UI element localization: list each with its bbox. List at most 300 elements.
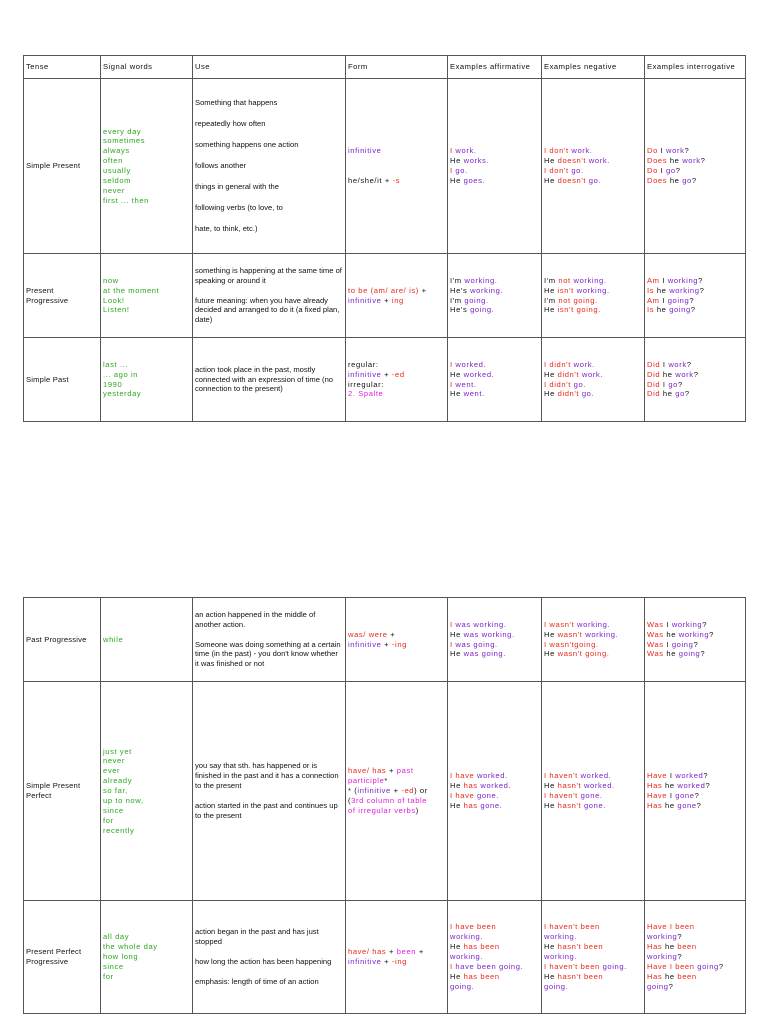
text-segment: He	[544, 971, 558, 981]
text-segment: I	[669, 791, 676, 800]
text-segment: irregular:	[348, 379, 384, 389]
text-segment: I	[669, 771, 676, 781]
text-segment: ?	[675, 166, 681, 175]
form-line	[348, 786, 445, 796]
text-segment: going.	[450, 981, 475, 991]
tenses-table-1	[23, 55, 746, 422]
text-segment: Do	[647, 166, 661, 175]
text-segment: I	[662, 275, 668, 285]
form-line	[348, 286, 445, 306]
example-line	[647, 360, 743, 370]
text-segment: going.	[464, 295, 489, 305]
text-segment: He's	[450, 285, 471, 295]
text-segment: work	[666, 146, 685, 156]
text-segment: worked.	[455, 359, 487, 369]
use-text: action began in the past and has just stopped	[195, 927, 319, 947]
text-segment: He	[544, 649, 558, 659]
text-segment: isn't going.	[557, 305, 601, 315]
example-line	[647, 982, 743, 992]
example-line	[450, 370, 539, 380]
tense-row	[24, 901, 746, 1014]
use-text: how long the action has been happening	[195, 957, 332, 966]
example-line	[647, 620, 743, 630]
use-list	[195, 610, 343, 669]
text-segment: He	[450, 389, 464, 399]
example-line	[647, 305, 743, 315]
text-segment: have	[455, 791, 477, 800]
text-segment: he	[669, 175, 683, 185]
example-line	[544, 771, 642, 781]
header-examples-negative: Examples negative	[542, 56, 645, 79]
example-line	[450, 801, 539, 811]
text-segment: ?	[684, 146, 690, 156]
text-segment: go	[682, 175, 692, 185]
form-lines	[348, 947, 445, 967]
examples-interrogative-list	[647, 919, 743, 994]
tense-name: Past Progressive	[24, 598, 101, 682]
examples-interrogative-cell	[645, 254, 746, 338]
text-segment: * (	[348, 786, 358, 796]
form-cell	[346, 682, 448, 901]
text-segment: going	[678, 649, 701, 659]
text-segment: Is	[647, 285, 657, 295]
text-segment: he	[666, 629, 679, 639]
text-segment: He	[544, 305, 558, 315]
text-segment: ?	[693, 369, 699, 379]
example-line	[647, 166, 743, 176]
text-segment: I'm	[450, 275, 465, 285]
text-segment: wasn't going.	[557, 649, 610, 659]
signal-word: for	[103, 815, 114, 825]
tenses-table-2	[23, 597, 746, 1014]
text-segment: worked.	[463, 369, 495, 379]
text-segment: working.	[585, 629, 619, 639]
examples-negative-list	[544, 143, 642, 188]
text-segment: he	[665, 781, 678, 791]
example-line	[544, 932, 642, 942]
signal-word: sometimes	[103, 136, 146, 146]
tense-name: Simple Present Perfect	[24, 682, 101, 901]
signal-word: the whole day	[103, 942, 158, 952]
example-line	[544, 620, 642, 630]
tense-name: Present Progressive	[24, 254, 101, 338]
examples-affirmative-list	[450, 919, 539, 994]
text-segment: Is	[647, 305, 657, 315]
text-segment: worked.	[477, 771, 508, 781]
examples-interrogative-list	[647, 768, 743, 813]
text-segment: going	[697, 961, 719, 971]
text-segment: Do	[647, 146, 661, 156]
examples-negative-cell	[542, 598, 645, 682]
examples-negative-cell	[542, 338, 645, 422]
examples-affirmative-cell	[448, 598, 542, 682]
text-segment: He	[450, 175, 464, 185]
example-line	[544, 380, 642, 390]
signal-word: for	[103, 971, 114, 981]
text-segment: working.	[573, 275, 607, 285]
text-segment: He	[544, 285, 558, 295]
use-text: emphasis: length of time of an action	[195, 976, 319, 986]
example-line	[450, 296, 539, 306]
text-segment: working	[647, 952, 678, 962]
text-segment: +	[384, 957, 392, 966]
example-line	[450, 620, 539, 630]
text-segment: work.	[588, 156, 610, 166]
text-segment: He	[544, 629, 558, 639]
signal-word: at the moment	[103, 285, 160, 295]
tense-row	[24, 79, 746, 254]
text-segment: go.	[581, 389, 595, 399]
example-line	[544, 962, 642, 972]
examples-negative-cell	[542, 254, 645, 338]
form-line	[348, 957, 445, 967]
tense-row	[24, 254, 746, 338]
examples-affirmative-list	[450, 768, 539, 813]
text-segment: I	[660, 146, 667, 156]
text-segment: I wasn'tgoing.	[544, 639, 599, 649]
example-line	[450, 791, 539, 801]
text-segment: Has	[647, 800, 666, 810]
examples-affirmative-cell	[448, 79, 542, 254]
text-segment: Was	[647, 629, 667, 639]
form-line	[348, 380, 445, 390]
text-segment: work.	[573, 359, 595, 369]
example-line	[544, 286, 642, 296]
example-line	[647, 942, 743, 952]
form-lines	[348, 286, 445, 306]
tense-row	[24, 682, 746, 901]
text-segment: He	[450, 649, 464, 659]
text-segment: he/she/it +	[348, 176, 393, 185]
example-line	[450, 771, 539, 781]
example-line	[544, 630, 642, 640]
text-segment: he	[665, 971, 678, 981]
signal-words-cell	[101, 901, 193, 1014]
signal-word: ... ago in	[103, 369, 139, 379]
text-segment: he	[665, 800, 678, 810]
text-segment: I haven't been	[544, 961, 603, 971]
text-segment: He	[544, 800, 558, 810]
use-list	[195, 365, 343, 395]
text-segment: I	[450, 961, 456, 971]
use-list	[195, 761, 343, 820]
use-text: following verbs (to love, to	[195, 202, 283, 212]
text-segment: working	[647, 932, 678, 942]
form-line	[348, 776, 445, 786]
use-cell	[193, 901, 346, 1014]
example-line	[450, 276, 539, 286]
text-segment: work	[668, 359, 687, 369]
text-segment: +	[393, 786, 402, 796]
text-segment: ?	[677, 952, 683, 962]
text-segment: has	[463, 781, 481, 791]
text-segment: Have I been	[647, 922, 695, 932]
text-segment: has been	[463, 942, 500, 952]
text-segment: 3rd column of table	[351, 795, 428, 805]
examples-negative-cell	[542, 901, 645, 1014]
examples-interrogative-cell	[645, 901, 746, 1014]
text-segment: worked.	[583, 781, 615, 791]
text-segment: went.	[455, 379, 477, 389]
text-segment: working.	[576, 285, 610, 295]
text-segment: infinitive	[348, 639, 385, 649]
text-segment: Have	[647, 771, 670, 781]
example-line	[450, 380, 539, 390]
text-segment: I didn't	[544, 379, 574, 389]
signal-word: how long	[103, 952, 139, 962]
text-segment: been	[677, 942, 697, 952]
text-segment: +	[390, 629, 396, 639]
text-segment: work	[682, 156, 701, 166]
text-segment: working	[678, 629, 710, 639]
text-segment: ?	[677, 379, 683, 389]
text-segment: go	[675, 389, 685, 399]
text-segment: gone	[675, 791, 695, 800]
text-segment: I	[666, 639, 672, 649]
example-line	[647, 286, 743, 296]
text-segment: going	[669, 305, 691, 315]
examples-affirmative-cell	[448, 254, 542, 338]
text-segment: gone.	[477, 791, 500, 800]
use-text: action took place in the past, mostly connected with an expression of time (no connection to the present)	[195, 364, 334, 394]
example-line	[450, 146, 539, 156]
example-line	[544, 156, 642, 166]
text-segment: didn't	[557, 389, 582, 399]
text-segment: goes.	[463, 175, 486, 185]
examples-negative-list	[544, 617, 642, 662]
text-segment: work	[675, 369, 694, 379]
example-line	[544, 389, 642, 399]
text-segment: was going.	[455, 639, 498, 649]
text-segment: working.	[544, 952, 578, 962]
text-segment: -ed	[401, 786, 415, 796]
text-segment: ?	[677, 932, 683, 942]
examples-negative-cell	[542, 682, 645, 901]
tense-row	[24, 598, 746, 682]
text-segment: +	[421, 285, 427, 295]
text-segment: I	[662, 295, 668, 305]
form-line	[348, 806, 445, 816]
example-line	[544, 305, 642, 315]
signal-word: yesterday	[103, 389, 142, 399]
signal-word: since	[103, 961, 124, 971]
text-segment: I didn't	[544, 359, 574, 369]
text-segment: Was	[647, 619, 667, 629]
text-segment: I wasn't	[544, 619, 578, 629]
text-segment: working.	[450, 932, 484, 942]
text-segment: I	[450, 791, 456, 800]
text-segment: Was	[647, 639, 667, 649]
text-segment: going	[667, 295, 690, 305]
examples-affirmative-cell	[448, 682, 542, 901]
signal-words-list	[103, 745, 190, 838]
tense-name: Simple Present	[24, 79, 101, 254]
form-line	[348, 640, 445, 650]
signal-words-cell	[101, 254, 193, 338]
text-segment: go	[668, 379, 678, 389]
signal-words-list	[103, 274, 190, 317]
text-segment: went.	[463, 389, 485, 399]
signal-word: while	[103, 634, 124, 644]
example-line	[450, 952, 539, 962]
example-line	[647, 791, 743, 801]
text-segment: ?	[668, 981, 674, 991]
example-line	[450, 305, 539, 315]
text-segment: doesn't	[557, 156, 589, 166]
example-line	[450, 286, 539, 296]
signal-words-list	[103, 358, 190, 401]
example-line	[647, 649, 743, 659]
text-segment: I haven't	[544, 771, 581, 781]
text-segment: Was	[647, 649, 667, 659]
text-segment: Has	[647, 781, 666, 791]
text-segment: worked.	[580, 771, 612, 781]
text-segment: I	[660, 166, 667, 175]
form-line	[348, 796, 445, 806]
use-text: something happens one action	[195, 140, 299, 150]
text-segment: +	[418, 947, 424, 957]
text-segment: Did	[647, 389, 663, 399]
form-lines	[348, 360, 445, 399]
text-segment: -ing	[391, 957, 407, 966]
example-line	[647, 370, 743, 380]
example-line	[544, 952, 642, 962]
signal-word: 1990	[103, 379, 123, 389]
signal-words-cell	[101, 338, 193, 422]
signal-word: just yet	[103, 746, 132, 756]
signal-word: so far,	[103, 786, 128, 796]
use-text: things in general with the	[195, 181, 280, 191]
form-line	[348, 389, 445, 399]
text-segment: working	[667, 275, 699, 285]
signal-word: Listen!	[103, 305, 130, 315]
text-segment: I	[450, 146, 456, 156]
example-line	[544, 276, 642, 286]
examples-affirmative-cell	[448, 901, 542, 1014]
text-segment: ?	[686, 359, 692, 369]
text-segment: ?	[700, 649, 706, 659]
text-segment: I	[450, 619, 456, 629]
text-segment: He	[450, 156, 464, 166]
example-line	[647, 972, 743, 982]
examples-affirmative-list	[450, 143, 539, 188]
example-line	[647, 781, 743, 791]
signal-word: up to now,	[103, 795, 144, 805]
header-examples-interrogative: Examples interrogative	[645, 56, 746, 79]
examples-interrogative-list	[647, 357, 743, 402]
examples-negative-list	[544, 273, 642, 318]
text-segment: He	[450, 800, 464, 810]
use-text: future meaning: when you have already decided and arranged to do it (a fixed plan, date)	[195, 295, 340, 325]
text-segment: I	[666, 619, 672, 629]
text-segment: +	[384, 295, 392, 305]
use-cell	[193, 79, 346, 254]
use-text: Something that happens	[195, 98, 278, 108]
text-segment: He	[544, 781, 558, 791]
examples-negative-list	[544, 357, 642, 402]
text-segment: doesn't	[557, 175, 589, 185]
use-text: something is happening at the same time of speaking or around it	[195, 265, 342, 285]
header-use: Use	[193, 56, 346, 79]
form-cell	[346, 254, 448, 338]
text-segment: gone	[677, 800, 697, 810]
text-segment: not	[558, 275, 574, 285]
text-segment: He	[544, 389, 558, 399]
text-segment: I haven't	[544, 791, 581, 800]
example-line	[544, 781, 642, 791]
text-segment: +	[389, 947, 397, 957]
signal-word: since	[103, 805, 124, 815]
text-segment: going	[671, 639, 694, 649]
text-segment: he	[662, 369, 676, 379]
example-line	[450, 176, 539, 186]
text-segment: gone.	[480, 800, 503, 810]
examples-interrogative-cell	[645, 79, 746, 254]
text-segment: I	[662, 379, 669, 389]
text-segment: I	[450, 359, 456, 369]
example-line	[647, 146, 743, 156]
signal-words-cell	[101, 682, 193, 901]
text-segment: to be (am/ are/ is)	[348, 285, 422, 295]
form-line	[348, 766, 445, 776]
text-segment: he	[669, 156, 683, 166]
text-segment: has	[463, 800, 481, 810]
example-line	[647, 389, 743, 399]
signal-words-list	[103, 633, 190, 647]
example-line	[544, 176, 642, 186]
text-segment: was/ were	[348, 629, 391, 639]
example-line	[544, 146, 642, 156]
example-line	[544, 649, 642, 659]
text-segment: he	[656, 305, 670, 315]
use-cell	[193, 598, 346, 682]
text-segment: participle	[348, 776, 385, 786]
example-line	[450, 932, 539, 942]
text-segment: working	[671, 619, 703, 629]
text-segment: -s	[392, 176, 401, 185]
text-segment: has been	[463, 971, 500, 981]
text-segment: hasn't	[557, 781, 584, 791]
use-text: an action happened in the middle of another action.	[195, 609, 316, 629]
example-line	[647, 640, 743, 650]
text-segment: working.	[544, 932, 578, 942]
text-segment: 2. Spalte	[348, 389, 384, 399]
text-segment: ) or	[414, 786, 428, 796]
use-text: hate, to think, etc.)	[195, 223, 258, 233]
text-segment: Did	[647, 369, 663, 379]
text-segment: *	[384, 776, 388, 786]
text-segment: He	[450, 369, 464, 379]
use-text: Someone was doing something at a certain time (in the past) - you don't know whether it was finished or not	[195, 639, 341, 669]
use-text: repeatedly how often	[195, 119, 266, 129]
examples-interrogative-cell	[645, 338, 746, 422]
text-segment: he	[656, 285, 670, 295]
tense-row	[24, 338, 746, 422]
text-segment: Am	[647, 275, 663, 285]
text-segment: He's	[450, 305, 471, 315]
text-segment: of irregular verbs	[348, 805, 416, 815]
tense-name: Simple Past	[24, 338, 101, 422]
example-line	[544, 942, 642, 952]
examples-negative-cell	[542, 79, 645, 254]
text-segment: infinitive	[348, 146, 382, 156]
signal-word: usually	[103, 166, 131, 175]
example-line	[544, 972, 642, 982]
text-segment: I	[450, 379, 456, 389]
text-segment: work.	[571, 146, 593, 156]
signal-word: recently	[103, 825, 135, 835]
header-row	[24, 56, 746, 79]
